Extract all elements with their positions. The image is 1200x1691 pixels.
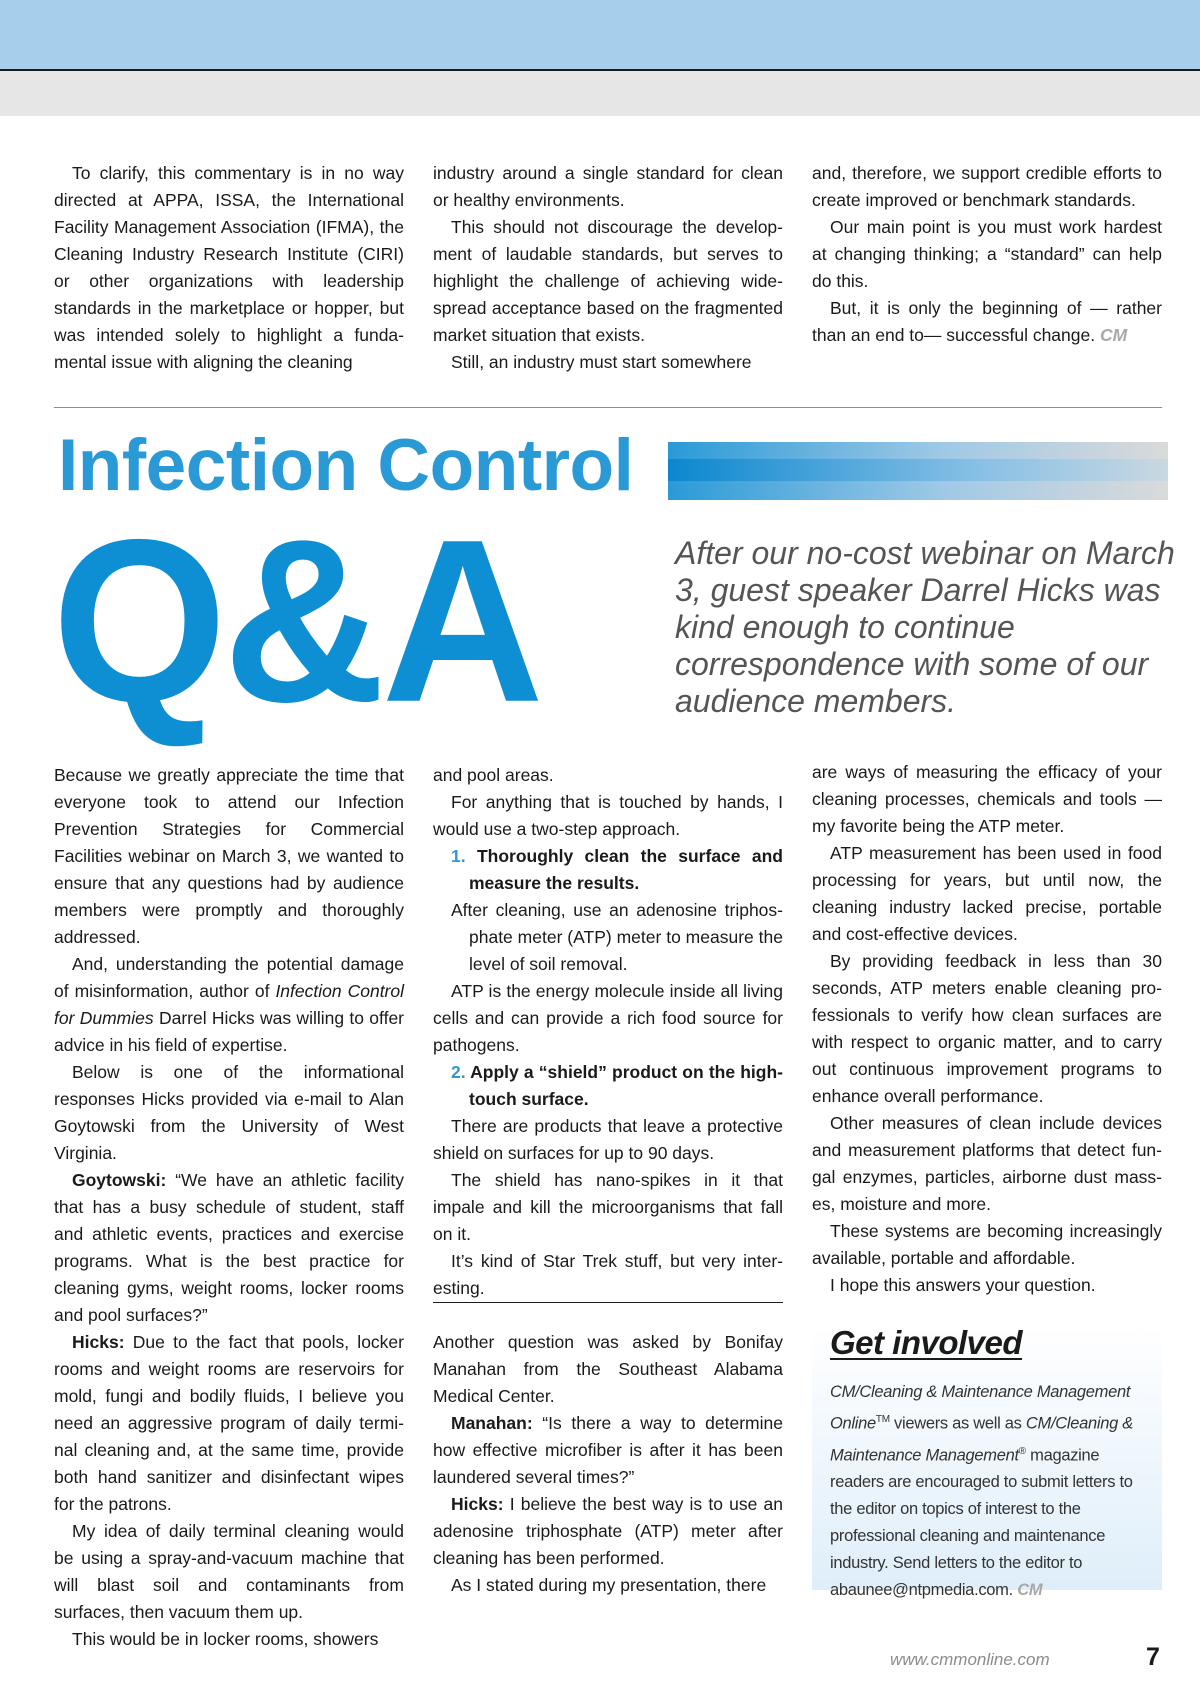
top-col2-paragraph-3: Still, an industry must start somewhere [451, 352, 752, 372]
article-col2-paragraph-6: It’s kind of Star Trek stuff, but very interesting. [433, 1251, 783, 1298]
headline-gradient-strip [668, 459, 1168, 481]
article-col3-paragraph-1: are ways of measuring the efficacy of your cleaning processes, chemicals and tools — my favorite being the ATP meter. [812, 762, 1162, 836]
question-manahan [433, 1410, 783, 1491]
header-grey-band [0, 71, 1200, 116]
article-col3-paragraph-2: ATP measurement has been used in food processing for years, but until now, the cleaning industry lacked precise, portable and cost-effective devices. [812, 843, 1162, 944]
article-col1-paragraph-3: Below is one of the informational responses Hicks provided via e-mail to Alan Goytowski from the University of West Virginia. [54, 1062, 404, 1163]
step-number: 1. [451, 846, 466, 866]
step-2 [433, 1059, 783, 1113]
top-col3-paragraph-3-text: But, it is only the beginning of — rather than an end to— successful change. [812, 298, 1162, 345]
get-involved-text-4: magazine readers are encouraged to submit letters to the editor on topics of interest to the professional cleaning and maintenance industry. Send letters to the editor to abaunee@ntpmedia.com. [830, 1446, 1133, 1599]
article-col1-paragraph-4: My idea of daily terminal cleaning would be using a spray-and-vacuum machine that will blast soil and contaminants from surfaces, then vacuum them up. [54, 1521, 404, 1622]
get-involved-text [830, 1379, 1155, 1604]
article-column-2 [433, 762, 783, 1302]
article-column-2-continued [433, 1329, 783, 1599]
section-divider [54, 407, 1162, 408]
article-col2-paragraph-8: As I stated during my presentation, there [451, 1575, 767, 1595]
headline-intro: After our no-cost webinar on March 3, guest speaker Darrel Hicks was kind enough to continue correspondence with some of our audience members. [675, 535, 1175, 719]
get-involved-title: Get involved [830, 1324, 1023, 1361]
article-col2-paragraph-2: For anything that is touched by hands, I would use a two-step approach. [433, 792, 783, 839]
article-col1-paragraph-5: This would be in locker rooms, showers [72, 1629, 379, 1649]
answer-text: Due to the fact that pools, locker rooms and weight rooms are reservoirs for mold, fungi and bodily fluids, I believe you need an aggressive program of daily terminal cleaning and, at the same time, provide both hand sanitizer and disinfectant wipes for the patrons. [54, 1332, 404, 1514]
answer-hicks [54, 1329, 404, 1518]
top-col2-paragraph-1: industry around a single standard for clean or healthy environments. [433, 163, 783, 210]
article-col2-paragraph-5: The shield has nano-spikes in it that impale and kill the microorganisms that fall on it. [433, 1170, 783, 1244]
speaker-label: Hicks: [451, 1494, 504, 1514]
top-column-3 [812, 160, 1162, 349]
article-column-3 [812, 759, 1162, 1299]
top-column-2 [433, 160, 783, 376]
question-text: “We have an athletic facility that has a busy schedule of student, staff and athletic events, practices and exercise programs. What is the best practice for cleaning gyms, weight rooms, locker rooms and pool surfaces?” [54, 1170, 404, 1325]
end-mark: CM [1017, 1581, 1043, 1599]
article-col1-p2-b: Darrel Hicks was willing to offer advice in his field of expertise. [54, 1008, 404, 1055]
publication-name: CM/Cleaning & Maintenance Management Online [830, 1383, 1131, 1433]
book-title: Infection Control for Dummies [54, 981, 404, 1028]
article-column-1 [54, 762, 404, 1653]
headline-title: Infection Control [58, 425, 634, 506]
top-column-1 [54, 160, 404, 376]
article-col3-paragraph-4: Other measures of clean include devices and measurement platforms that detect fungal enzymes, particles, airborne dust masses, moisture and more. [812, 1113, 1162, 1214]
answer-hicks [433, 1491, 783, 1572]
get-involved-text-2: viewers as well as [889, 1414, 1026, 1433]
article-col3-paragraph-6: I hope this answers your question. [830, 1275, 1096, 1295]
step-number: 2. [451, 1062, 466, 1082]
article-col2-paragraph-1: and pool areas. [433, 765, 554, 785]
article-col1-p2-a: And, understanding the potential damage of misinformation, author of [54, 954, 404, 1001]
article-col1-paragraph-1: Because we greatly appreciate the time that everyone took to attend our Infection Prevention Strategies for Commercial Facilities webinar on March 3, we wanted to ensure that any questions had by audience members were promptly and thoroughly addressed. [54, 765, 404, 947]
top-col3-paragraph-3 [812, 295, 1162, 349]
headline-gradient-bar [668, 442, 1168, 500]
top-col1-paragraph: To clarify, this commentary is in no way directed at APPA, ISSA, the International Facility Management Association (IFMA), the Cleaning Industry Research Institute (CIRI) or other organizations with leadership standards in the marketplace or hopper, but was intended solely to highlight a fundamental issue with aligning the cleaning [54, 163, 404, 372]
publication-name: CM/Cleaning & Maintenance Management [830, 1414, 1133, 1464]
step-text: Thoroughly clean the surface and measure the results. [469, 846, 783, 893]
speaker-label: Goytowski: [72, 1170, 167, 1190]
question-text: “Is there a way to determine how effective microfiber is after it has been laundered several times?” [433, 1413, 783, 1487]
top-col3-paragraph-2: Our main point is you must work hardest at changing thinking; a “standard” can help do this. [812, 217, 1162, 291]
header-color-band [0, 0, 1200, 71]
article-col1-paragraph-2 [54, 951, 404, 1059]
speaker-label: Hicks: [72, 1332, 125, 1352]
article-col2-paragraph-3: ATP is the energy molecule inside all living cells and can provide a rich food source for pathogens. [433, 981, 783, 1055]
answer-text: I believe the best way is to use an adenosine triphosphate (ATP) meter after cleaning has been performed. [433, 1494, 783, 1568]
column-divider [433, 1302, 783, 1303]
step-text: Apply a “shield” product on the high-touch surface. [469, 1062, 783, 1109]
headline-qa: Q&A [52, 490, 540, 751]
article-col2-paragraph-4: There are products that leave a protective shield on surfaces for up to 90 days. [433, 1116, 783, 1163]
article-col2-paragraph-7: Another question was asked by Bonifay Manahan from the Southeast Alabama Medical Center. [433, 1332, 783, 1406]
trademark-mark: TM [875, 1414, 890, 1425]
step-1-detail: After cleaning, use an adenosine triphosphate meter (ATP) meter to measure the level of soil removal. [451, 900, 783, 974]
article-col3-paragraph-5: These systems are becoming increasingly available, portable and affordable. [812, 1221, 1162, 1268]
step-1 [433, 843, 783, 897]
footer-website-link[interactable]: www.cmmonline.com [890, 1650, 1050, 1669]
article-col3-paragraph-3: By providing feedback in less than 30 seconds, ATP meters enable cleaning professionals to verify how clean surfaces are with respect to organic matter, and to carry out continuous improvement programs to enhance overall performance. [812, 951, 1162, 1106]
top-col3-paragraph-1: and, therefore, we support credible efforts to create improved or benchmark standards. [812, 163, 1162, 210]
speaker-label: Manahan: [451, 1413, 533, 1433]
top-col2-paragraph-2: This should not discourage the development of laudable standards, but serves to highlight the challenge of achieving widespread acceptance based on the fragmented market situation that exists. [433, 217, 783, 345]
page-number: 7 [1146, 1643, 1160, 1671]
question-goytowski [54, 1167, 404, 1329]
end-mark: CM [1099, 325, 1128, 345]
registered-mark: ® [1018, 1445, 1026, 1457]
